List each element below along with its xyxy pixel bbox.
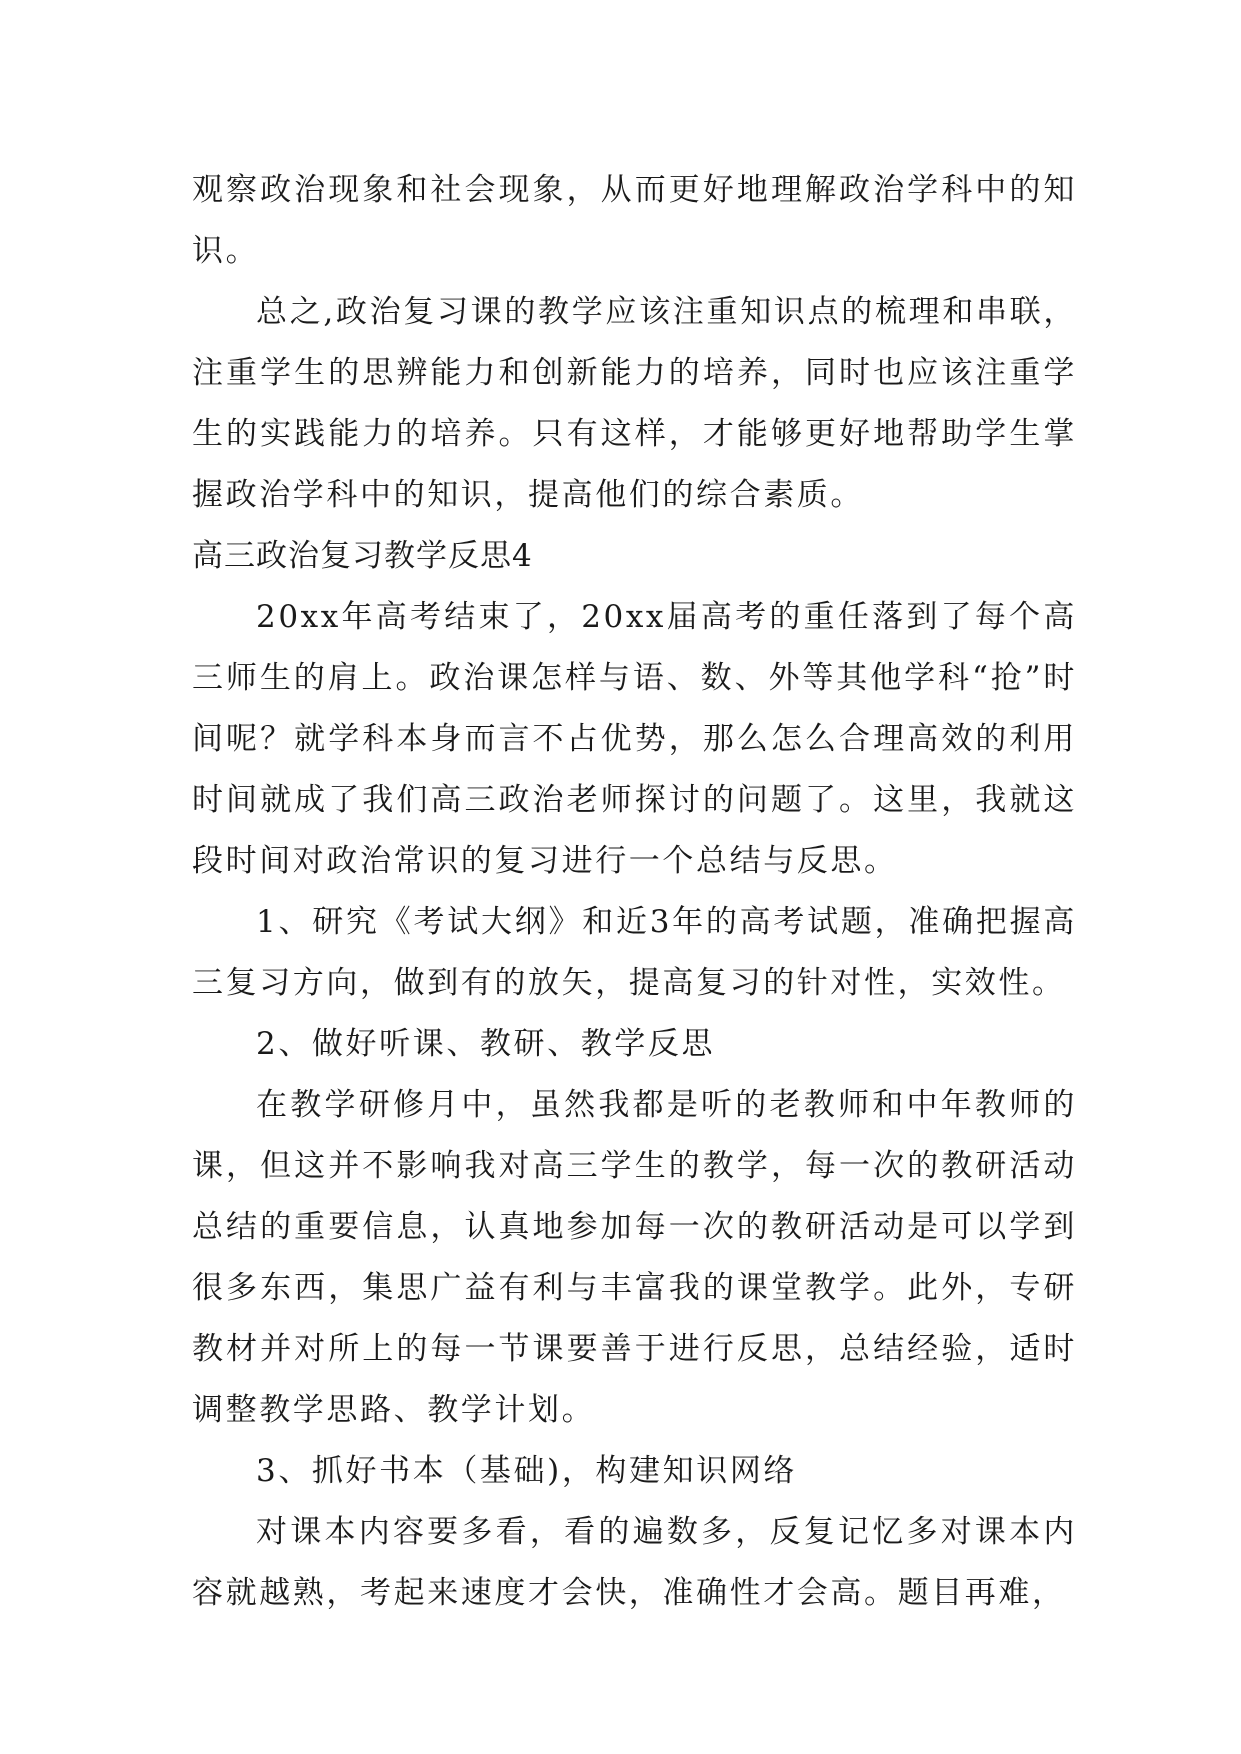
paragraph-point-3-body: 对课本内容要多看，看的遍数多，反复记忆多对课本内容就越熟，考起来速度才会快，准确性才会高。题目再难， (192, 1514, 1077, 1611)
section-heading: 高三政治复习教学反思4 (192, 538, 533, 574)
paragraph-point-1: 1、研究《考试大纲》和近3年的高考试题，准确把握高三复习方向，做到有的放矢，提高复习的针对性，实效性。 (192, 904, 1077, 1001)
paragraph-continuation: 观察政治现象和社会现象，从而更好地理解政治学科中的知识。 (192, 172, 1077, 269)
document-body (192, 160, 1077, 1624)
paragraph-point-2-body: 在教学研修月中，虽然我都是听的老教师和中年教师的课，但这并不影响我对高三学生的教学，每一次的教研活动总结的重要信息，认真地参加每一次的教研活动是可以学到很多东西，集思广益有利与丰富我的课堂教学。此外，专研教材并对所上的每一节课要善于进行反思，总结经验，适时调整教学思路、教学计划。 (192, 1087, 1077, 1428)
paragraph-point-3-title: 3、抓好书本（基础)，构建知识网络 (256, 1453, 798, 1489)
paragraph-summary: 总之,政治复习课的教学应该注重知识点的梳理和串联，注重学生的思辨能力和创新能力的培养，同时也应该注重学生的实践能力的培养。只有这样，才能够更好地帮助学生掌握政治学科中的知识，提高他们的综合素质。 (192, 294, 1077, 513)
paragraph-intro: 20xx年高考结束了，20xx届高考的重任落到了每个高三师生的肩上。政治课怎样与语、数、外等其他学科“抢”时间呢？就学科本身而言不占优势，那么怎么合理高效的利用时间就成了我们高三政治老师探讨的问题了。这里，我就这段时间对政治常识的复习进行一个总结与反思。 (192, 599, 1077, 879)
paragraph-point-2-title: 2、做好听课、教研、教学反思 (256, 1026, 716, 1062)
